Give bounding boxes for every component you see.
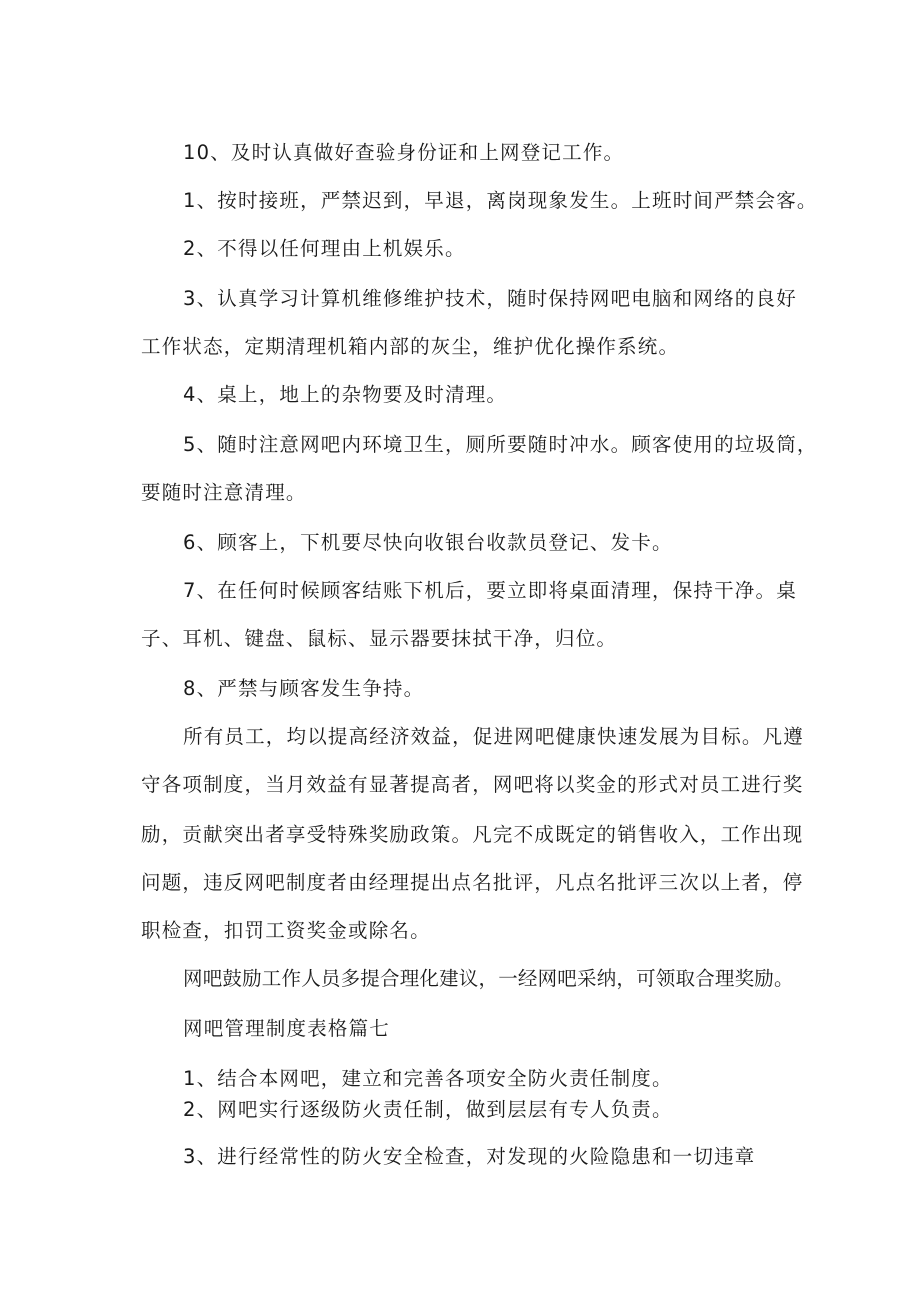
rule-6-line: 6、顾客上，下机要尽快向收银台收款员登记、发卡。 — [183, 531, 673, 554]
incentive-paragraph-line-4: 问题，违反网吧制度者由经理提出点名批评，凡点名批评三次以上者，停 — [141, 871, 804, 894]
incentive-paragraph-line-5: 职检查，扣罚工资奖金或除名。 — [141, 919, 431, 942]
fire-rule-1-line: 1、结合本网吧，建立和完善各项安全防火责任制度。 — [183, 1067, 673, 1090]
fire-rule-2-line: 2、网吧实行逐级防火责任制，做到层层有专人负责。 — [183, 1098, 673, 1121]
rule-5-continuation: 要随时注意清理。 — [141, 481, 307, 504]
paragraph-line-10: 10、及时认真做好查验身份证和上网登记工作。 — [183, 141, 625, 164]
section-heading: 网吧管理制度表格篇七 — [183, 1017, 391, 1040]
rule-8-line: 8、严禁与顾客发生争持。 — [183, 677, 425, 700]
rule-3-line: 3、认真学习计算机维修维护技术，随时保持网吧电脑和网络的良好 — [183, 287, 797, 310]
rule-7-continuation: 子、耳机、键盘、鼠标、显示器要抹拭干净，归位。 — [141, 627, 618, 650]
suggestion-paragraph: 网吧鼓励工作人员多提合理化建议，一经网吧采纳，可领取合理奖励。 — [183, 967, 794, 990]
fire-rule-3-line: 3、进行经常性的防火安全检查，对发现的火险隐患和一切违章 — [183, 1145, 756, 1168]
rule-7-line: 7、在任何时候顾客结账下机后，要立即将桌面清理，保持干净。桌 — [183, 579, 797, 602]
incentive-paragraph-line-3: 励，贡献突出者享受特殊奖励政策。凡完不成既定的销售收入，工作出现 — [141, 823, 804, 846]
rule-1-line: 1、按时接班，严禁迟到，早退，离岗现象发生。上班时间严禁会客。 — [183, 189, 818, 212]
rule-3-continuation: 工作状态，定期清理机箱内部的灰尘，维护优化操作系统。 — [141, 335, 680, 358]
incentive-paragraph-line-2: 守各项制度，当月效益有显著提高者，网吧将以奖金的形式对员工进行奖 — [141, 773, 804, 796]
rule-4-line: 4、桌上，地上的杂物要及时清理。 — [183, 383, 508, 406]
rule-5-line: 5、随时注意网吧内环境卫生，厕所要随时冲水。顾客使用的垃圾筒， — [183, 433, 818, 456]
incentive-paragraph-line-1: 所有员工，均以提高经济效益，促进网吧健康快速发展为目标。凡遵 — [183, 725, 805, 748]
rule-2-line: 2、不得以任何理由上机娱乐。 — [183, 237, 466, 260]
